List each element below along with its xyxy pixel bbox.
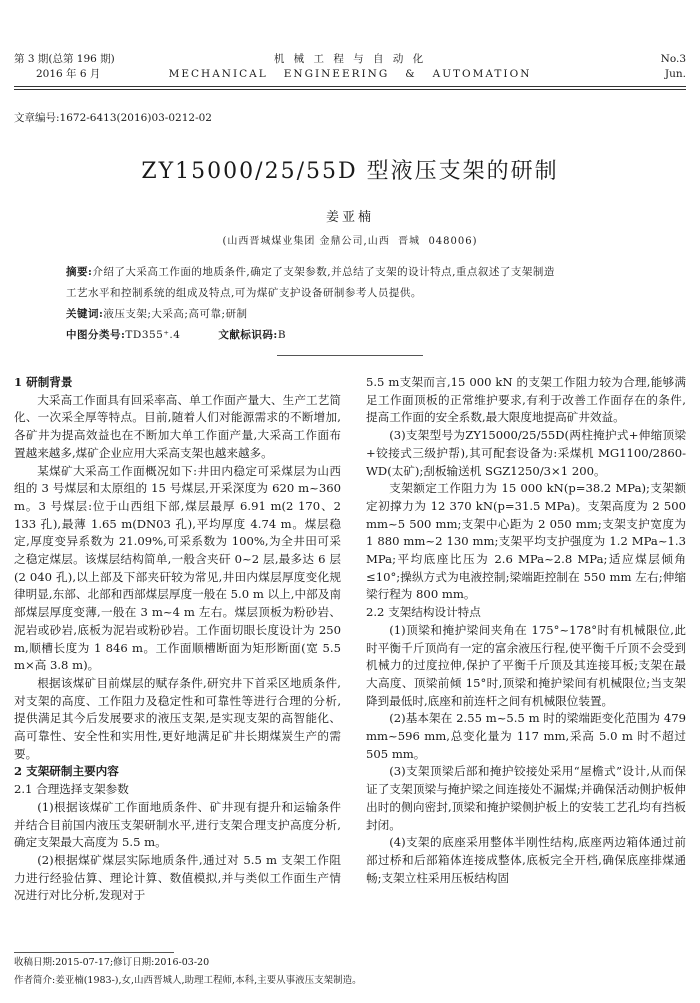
right-column <box>366 374 686 887</box>
keywords: 液压支架;大采高;高可靠;研制 <box>103 308 248 320</box>
abstract-divider <box>277 355 423 356</box>
doc-code: B <box>277 329 287 341</box>
article-number: 文章编号:1672-6413(2016)03-0212-02 <box>14 112 212 124</box>
paragraph: (2)基本架在 2.55 m~5.5 m 时的梁端距变化范围为 479 mm~596 mm,总变化量为 117 mm,采高 5.0 m 时不超过 505 mm。 <box>366 711 686 761</box>
section-heading: 2.2 支架结构设计特点 <box>366 605 481 620</box>
footnote-divider <box>14 952 174 953</box>
clc-label: 中图分类号: <box>66 329 126 341</box>
abstract-block <box>66 262 656 346</box>
journal-name-cn: 机 械 工 程 与 自 动 化 <box>273 53 427 65</box>
journal-no: No.3 <box>660 53 686 65</box>
paragraph: (3)支架型号为ZY15000/25/55D(两柱掩护式+伸缩顶梁+铰接式三级护帮),其可配套设备为:采煤机 MG1100/2860-WD(太矿);刮板输送机 SGZ1250/3×1 200。 <box>366 428 686 478</box>
page-title: ZY15000/25/55D 型液压支架的研制 <box>141 159 559 184</box>
paragraph: 大采高工作面具有回采率高、单工作面产量大、生产工艺简化、一次采全厚等特点。目前,随着人们对能源需求的不断增加,各矿井为提高效益也在不断加大单工作面产量,大采高工作面布置越来越多,煤矿企业应用大采高支架也越来越多。 <box>14 392 341 460</box>
journal-name-en: MECHANICAL ENGINEERING & AUTOMATION <box>168 68 532 80</box>
left-column <box>14 374 341 905</box>
author-bio: 作者简介:姜亚楠(1983-),女,山西晋城人,助理工程师,本科,主要从事液压支架制造。 <box>14 975 362 986</box>
paragraph: (3)支架顶梁后部和掩护铰接处采用“屋檐式”设计,从而保证了支架顶梁与掩护梁之间连接处不漏煤;并确保活动侧护板伸出时的侧向密封,顶梁和掩护梁侧护板上的安装工艺孔均有挡板封闭。 <box>366 764 686 832</box>
section-heading: 1 研制背景 <box>14 375 73 389</box>
classification-line <box>66 325 656 346</box>
keywords-label: 关键词: <box>66 308 104 320</box>
author-name: 姜亚楠 <box>325 210 374 225</box>
abstract-text-1: 介绍了大采高工作面的地质条件,确定了支架参数,并总结了支架的设计特点,重点叙述了支架制造 <box>92 266 555 278</box>
doc-code-label: 文献标识码: <box>218 329 278 341</box>
header-rule-2 <box>14 89 686 90</box>
author-affiliation: (山西晋城煤业集团 金鼎公司,山西 晋城 048006) <box>222 236 478 247</box>
issue-number: 第 3 期(总第 196 期) <box>14 53 115 65</box>
section-heading: 2.1 合理选择支架参数 <box>14 782 129 797</box>
received-dates: 收稿日期:2015-07-17;修订日期:2016-03-20 <box>14 957 210 968</box>
abstract-line-1 <box>66 262 656 283</box>
paragraph: (1)根据该煤矿工作面地质条件、矿井现有提升和运输条件并结合目前国内液压支架研制水平,进行支架合理支护高度分析,确定支架最大高度为 5.5 m。 <box>14 799 341 850</box>
paragraph: (2)根据煤矿煤层实际地质条件,通过对 5.5 m 支架工作阻力进行经验估算、理论计算、数值模拟,并与类似工作面生产情况进行对比分析,发现对于 <box>14 852 341 903</box>
abstract-label: 摘要: <box>66 266 93 278</box>
paragraph: (4)支架的底座采用整体半刚性结构,底座两边箱体通过前部过桥和后部箱体连接成整体,底板完全开档,确保底座排煤通畅;支架立柱采用压板结构固 <box>366 835 686 885</box>
abstract-text-2: 工艺水平和控制系统的组成及特点,可为煤矿支护设备研制参考人员提供。 <box>66 287 422 299</box>
paragraph: 某煤矿大采高工作面概况如下:井田内稳定可采煤层为山西组的 3 号煤层和太原组的 15 号煤层,开采深度为 620 m~360 m。3 号煤层:位于山西组下部,煤层最厚 6.91 m(2 170、2 133 孔),最薄 1.65 m(DN03 孔),平均厚度 4.74 m。煤层稳定,厚度变异系数为 21.09%,可采系数为 100%,为全井田可采之稳定煤层。该煤层结构简单,一般含夹矸 0~2 层,最多达 6 层(2 040 孔),以上部及下部夹矸较为常见,井田内煤层厚度变化规律明显,东部、北部和西部煤层厚度一般在 5.0 m 以上,中部及南部煤层厚度变薄,一般在 3 m~4 m 左右。煤层顶板为粉砂岩、泥岩或砂岩,底板为泥岩或粉砂岩。工作面切眼长度设计为 250 m,顺槽长度为 1 846 m。工作面顺槽断面为矩形断面(宽 5.5 m×高 3.8 m)。 <box>14 463 341 673</box>
keywords-line <box>66 304 656 325</box>
journal-month: Jun. <box>664 68 686 80</box>
paragraph: 根据该煤矿目前煤层的赋存条件,研究井下首采区地质条件,对支架的高度、工作阻力及稳定性和可靠性等进行合理的分析,提供满足其今后发展要求的液压支架,是实现支架的高智能化、高可靠性、安全性和实用性,更好地满足矿井长期煤炭生产的需要。 <box>14 675 341 761</box>
paragraph: 支架额定工作阻力为 15 000 kN(p=38.2 MPa);支架额定初撑力为 12 370 kN(p=31.5 MPa)。支架高度为 2 500 mm~5 500 mm;支架中心距为 2 050 mm;支架支护宽度为 1 880 mm~2 130 mm;支架平均支护强度为 1.2 MPa~1.3 MPa;平均底座比压为 2.6 MPa~2.8 MPa;适应煤层倾角≤10°;操纵方式为电液控制;梁端距控制在 550 mm 左右;伸缩梁行程为 800 mm。 <box>366 481 686 602</box>
paragraph: (1)顶梁和掩护梁间夹角在 175°~178°时有机械限位,此时平衡千斤顶尚有一定的富余液压行程,使平衡千斤顶不会受到机械力的过度拉伸,保护了平衡千斤顶及其连接耳板;支架在最大高度、顶梁前倾 15°时,顶梁和掩护梁间有机械限位;当支架降到最低时,底座和前连杆之间有机械限位装置。 <box>366 622 686 708</box>
paragraph: 5.5 m支架而言,15 000 kN 的支架工作阻力较为合理,能够满足工作面顶板的正常维护要求,有利于改善工作面存在的条件,提高工作面的安全系数,最大限度地提高矿井效益。 <box>366 375 686 425</box>
clc-code: TD355⁺.4 <box>125 329 181 341</box>
issue-date: 2016 年 6 月 <box>36 68 101 80</box>
header-rule <box>14 86 686 87</box>
section-heading: 2 支架研制主要内容 <box>14 764 119 779</box>
